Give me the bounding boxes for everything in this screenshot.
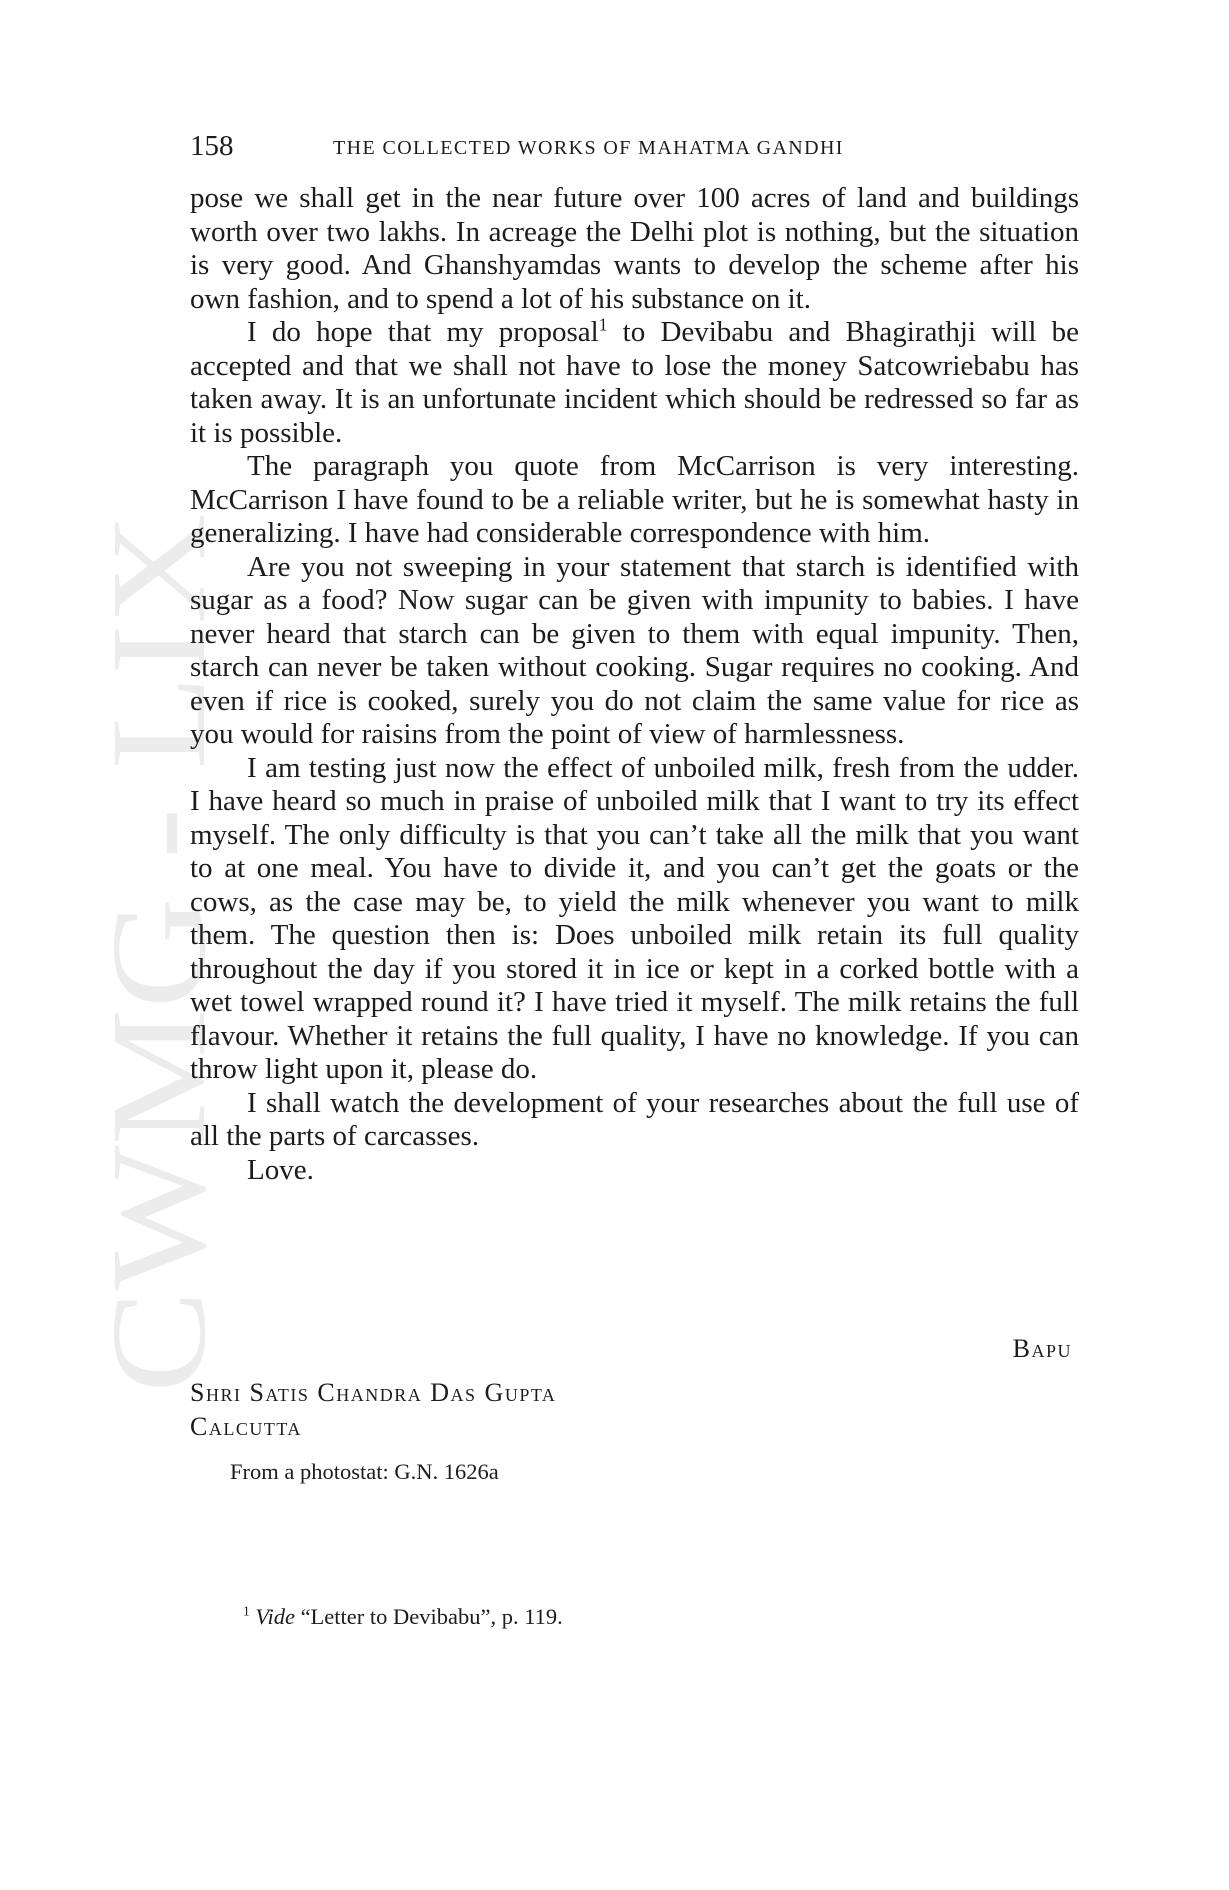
watermark-text: CWMG - LIX xyxy=(84,614,234,1393)
addressee-place: Calcutta xyxy=(190,1412,302,1441)
addressee-block xyxy=(190,1376,556,1444)
footnote-text: “Letter to Devibabu”, p. 119. xyxy=(294,1604,563,1629)
paragraph-text: I do hope that my proposal xyxy=(247,316,599,348)
addressee-name: Shri Satis Chandra Das Gupta xyxy=(190,1378,557,1407)
letter-body xyxy=(190,182,1079,1187)
paragraph: Are you not sweeping in your statement that starch is identified with sugar as a food? Now sugar can be given with impunity to babies. I have never heard that starch can be given to them with equal impunity. Then, starch can never be taken without cooking. Sugar requires no cooking. And even if rice is cooked, surely you do not claim the same value for rice as you would for raisins from the point of view of harmlessness. xyxy=(190,550,1079,750)
paragraph: I shall watch the development of your researches about the full use of all the parts of carcasses. xyxy=(190,1086,1079,1152)
footnote-vide: Vide xyxy=(255,1604,295,1629)
page-header xyxy=(190,128,1080,164)
source-note: From a photostat: G.N. 1626a xyxy=(230,1459,499,1484)
signature: Bapu xyxy=(1012,1334,1072,1363)
running-head: THE COLLECTED WORKS OF MAHATMA GANDHI xyxy=(333,137,844,159)
footnote-mark: 1 xyxy=(243,1603,250,1619)
paragraph-text: to Devibabu and Bhagirathji will be accepted and that we shall not have to lose the money Satcowriebabu has taken away. It is an unfortunate incident which should be redressed so far as it is possible. xyxy=(190,316,1079,449)
paragraph: I am testing just now the effect of unboiled milk, fresh from the udder. I have heard so much in praise of unboiled milk that I want to try its effect myself. The only difficulty is that you can’t take all the milk that you want to at one meal. You have to divide it, and you can’t get the goats or the cows, as the case may be, to yield the milk whenever you want to milk them. The question then is: Does unboiled milk retain its full quality throughout the day if you stored it in ice or kept in a corked bottle with a wet towel wrapped round it? I have tried it myself. The milk retains the full flavour. Whether it retains the full quality, I have no knowledge. If you can throw light upon it, please do. xyxy=(190,751,1079,1085)
footnote xyxy=(243,1602,563,1632)
closing: Love. xyxy=(247,1153,314,1186)
paragraph: pose we shall get in the near future over 100 acres of land and buildings worth over two lakhs. In acreage the Delhi plot is nothing, but the situation is very good. And Ghanshyamdas wants to develop the scheme after his own fashion, and to spend a lot of his substance on it. xyxy=(190,182,1079,315)
page-number: 158 xyxy=(190,130,234,162)
paragraph: The paragraph you quote from McCarrison is very interesting. McCarrison I have found to be a reliable writer, but he is somewhat hasty in generalizing. I have had considerable correspondence with him. xyxy=(190,450,1079,549)
paragraph xyxy=(190,316,1079,450)
footnote-reference[interactable]: 1 xyxy=(598,314,608,335)
